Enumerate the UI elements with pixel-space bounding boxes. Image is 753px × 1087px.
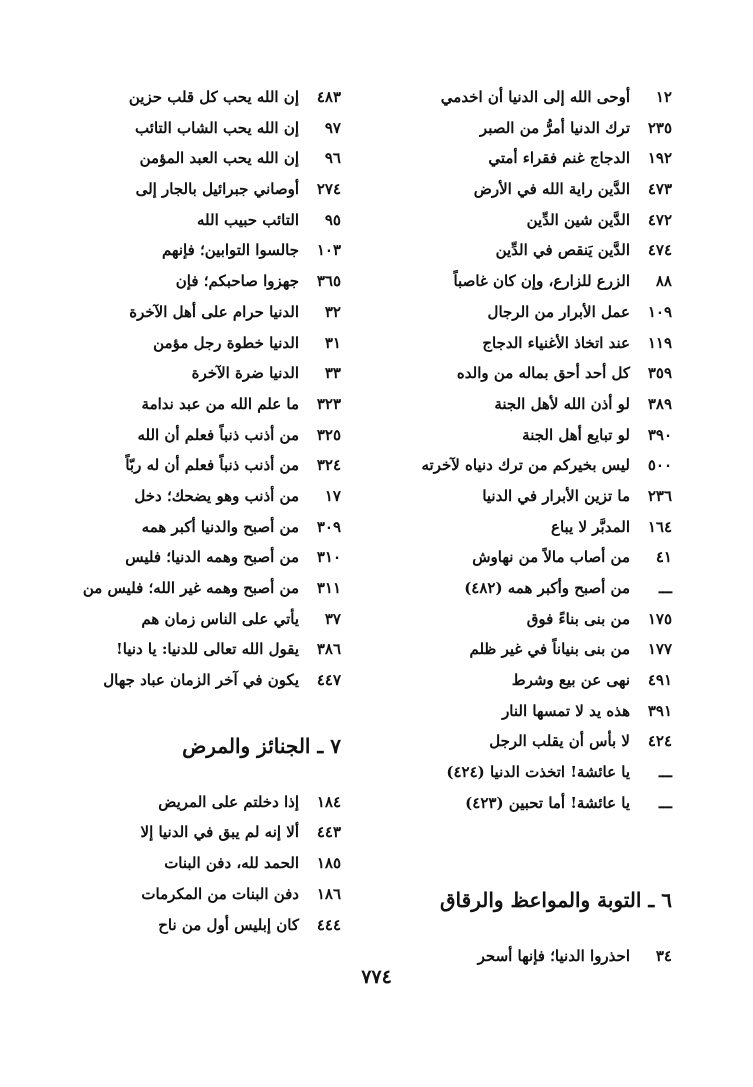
entry-number: ٩٥	[324, 210, 341, 229]
entry-number: ٤٨٣	[316, 88, 341, 106]
entry-number: ٤٢٤	[647, 732, 672, 751]
entry-text: الدَّين راية الله في الأرض	[473, 180, 630, 199]
index-entry	[372, 481, 672, 512]
entry-number: ٣٨٦	[316, 640, 341, 659]
entry-list	[11, 787, 341, 940]
entry-number: ـــ	[658, 763, 672, 782]
entry-number: ٥٠٠	[647, 456, 672, 475]
index-entry	[372, 450, 672, 481]
entry-list	[372, 82, 672, 819]
section-heading-tawba: ٦ ـ التوبة والمواعظ والرقاق	[440, 887, 672, 912]
index-entry	[372, 512, 672, 543]
entry-number: ٤٤٤	[316, 915, 341, 934]
entry-number: ٣٥٩	[647, 364, 672, 383]
index-entry	[372, 420, 672, 451]
entry-number: ٣٩٠	[647, 425, 672, 444]
index-entry	[11, 205, 341, 236]
page-number: ٧٧٤	[361, 966, 392, 988]
entry-number: ٤٧٢	[647, 210, 672, 229]
entry-text: عند اتخاذ الأغنياء الدجاج	[482, 333, 630, 352]
entry-number: ٤٧٤	[647, 241, 672, 260]
entry-text: من أصبح وهمه غير الله؛ فليس من	[82, 579, 299, 597]
index-entry	[11, 174, 341, 205]
entry-number: ٣٧	[324, 609, 341, 628]
index-entry	[11, 143, 341, 174]
entry-text: الدنيا ضرة الآخرة	[191, 364, 299, 383]
entry-text: الزرع للزارع، وإن كان غاصباً	[453, 272, 630, 291]
entry-number: ١٩٢	[647, 149, 672, 168]
entry-number: ٤٧٣	[647, 180, 672, 199]
index-entry	[372, 389, 672, 420]
index-column-left	[11, 82, 341, 940]
entry-text: الدنيا حرام على أهل الآخرة	[129, 302, 299, 321]
index-entry	[372, 696, 672, 727]
entry-text: إن الله يحب العبد المؤمن	[139, 149, 299, 168]
entry-text: لا بأس أن يقلب الرجل	[489, 732, 630, 751]
entry-text: يأتي على الناس زمان هم	[141, 609, 299, 628]
index-entry	[372, 328, 672, 359]
index-entry	[11, 848, 341, 879]
entry-text: الدجاج غنم فقراء أمتي	[488, 149, 630, 168]
entry-number: ٣٦٥	[316, 272, 341, 291]
entry-text: هذه يد لا تمسها النار	[502, 701, 630, 720]
entry-text: ليس بخيركم من ترك دنياه لآخرته	[421, 456, 630, 475]
index-entry	[11, 512, 341, 543]
entry-text: الحمد لله، دفن البنات	[164, 854, 299, 873]
entry-number: ٤٤٣	[316, 823, 341, 842]
index-entry	[372, 82, 672, 113]
entry-text: من أصاب مالاً من نهاوش	[472, 548, 630, 567]
entry-number: ١٨٤	[316, 792, 341, 811]
entry-number: ١٢	[655, 88, 672, 106]
entry-text: أوحى الله إلى الدنيا أن اخدمي	[440, 88, 630, 106]
index-column-right	[372, 82, 672, 971]
index-entry	[372, 297, 672, 328]
index-entry	[372, 143, 672, 174]
entry-number: ٣٨٩	[647, 394, 672, 413]
entry-number: ٣٢٤	[316, 456, 341, 475]
index-entry	[372, 205, 672, 236]
entry-text: كان إبليس أول من ناح	[158, 915, 299, 934]
entry-number: ٩٦	[324, 149, 341, 168]
entry-number: ـــ	[658, 793, 672, 812]
entry-text: جهزوا صاحبكم؛ فإن	[175, 272, 299, 291]
entry-number: ٣٢	[324, 302, 341, 321]
entry-text: من أصبح وأكبر همه (٤٨٢)	[464, 579, 630, 597]
entry-text: من بنى بنياناً في غير ظلم	[469, 640, 630, 659]
entry-text: من أصبح والدنيا أكبر همه	[141, 517, 299, 536]
entry-text: إن الله يحب الشاب التائب	[135, 118, 299, 137]
entry-number: ٤٩١	[647, 671, 672, 690]
index-entry	[372, 235, 672, 266]
entry-number: ١٧	[324, 486, 341, 505]
entry-text: يا عائشة! أما تحبين (٤٢٣)	[465, 793, 630, 812]
entry-text: من أذنب ذنباً فعلم أن الله	[137, 425, 299, 444]
entry-text: إذا دخلتم على المريض	[158, 792, 299, 811]
index-entry	[11, 297, 341, 328]
entry-text: الدَّين شين الدِّين	[526, 210, 630, 229]
entry-text: أوصاني جبرائيل بالجار إلى	[135, 180, 299, 199]
index-entry	[11, 113, 341, 144]
entry-number: ٣٩١	[647, 701, 672, 720]
entry-text: يقول الله تعالى للدنيا: يا دنيا!	[116, 640, 299, 659]
index-entry	[11, 573, 341, 604]
index-entry	[372, 788, 672, 819]
index-entry	[11, 82, 341, 113]
index-entry	[372, 113, 672, 144]
index-entry	[372, 174, 672, 205]
entry-number: ١٧٥	[647, 609, 672, 628]
entry-number: ١١٩	[647, 333, 672, 352]
entry-text: ألا إنه لم يبق في الدنيا إلا	[140, 823, 299, 842]
entry-text: يا عائشة! اتخذت الدنيا (٤٢٤)	[446, 763, 630, 782]
index-entry	[372, 726, 672, 757]
entry-list	[11, 82, 341, 696]
index-entry	[11, 879, 341, 910]
entry-number: ٢٣٦	[647, 486, 672, 505]
entry-number: ٤٤٧	[316, 671, 341, 690]
entry-number: ٣١١	[316, 579, 341, 597]
section-heading-janaiz: ٧ ـ الجنائز والمرض	[182, 733, 341, 758]
entry-text: نهى عن بيع وشرط	[511, 671, 630, 690]
entry-number: ٨٨	[655, 272, 672, 291]
entry-text: الدنيا خطوة رجل مؤمن	[153, 333, 299, 352]
index-entry	[372, 604, 672, 635]
entry-text: يكون في آخر الزمان عباد جهال	[103, 671, 299, 690]
entry-number: ١٠٩	[647, 302, 672, 321]
entry-number: ١٠٣	[316, 241, 341, 260]
entry-number: ١٨٦	[316, 884, 341, 903]
entry-text: جالسوا التوابين؛ فإنهم	[161, 241, 299, 260]
entry-text: من بنى بناءً فوق	[526, 609, 630, 628]
index-entry	[11, 266, 341, 297]
entry-number: ٢٧٤	[316, 180, 341, 199]
index-entry	[372, 665, 672, 696]
entry-text: كل أحد أحق بماله من والده	[456, 364, 630, 383]
entry-text: ما علم الله من عبد ندامة	[141, 394, 299, 413]
entry-text: عمل الأبرار من الرجال	[487, 302, 630, 321]
index-entry	[11, 634, 341, 665]
index-entry	[11, 910, 341, 941]
entry-number: ٣٢٥	[316, 425, 341, 444]
entry-number: ٣١٠	[316, 548, 341, 567]
entry-number: ٣٠٩	[316, 517, 341, 536]
index-entry	[372, 573, 672, 604]
index-entry	[372, 542, 672, 573]
entry-text: من أذنب ذنباً فعلم أن له ربّاً	[125, 456, 299, 475]
index-entry	[11, 604, 341, 635]
entry-number: ١٧٧	[647, 640, 672, 659]
index-entry	[11, 420, 341, 451]
index-entry	[372, 634, 672, 665]
index-entry	[11, 542, 341, 573]
index-entry	[11, 665, 341, 696]
index-entry	[372, 757, 672, 788]
entry-text: التائب حبيب الله	[197, 210, 299, 229]
entry-number: ٢٣٥	[647, 118, 672, 137]
entry-number: ١٦٤	[647, 517, 672, 536]
entry-text: ما تزين الأبرار في الدنيا	[482, 486, 630, 505]
entry-number: ٣٤	[655, 946, 672, 965]
index-entry	[11, 235, 341, 266]
entry-text: دفن البنات من المكرمات	[141, 884, 299, 903]
entry-text: احذروا الدنيا؛ فإنها أسحر	[477, 946, 630, 965]
index-entry	[11, 481, 341, 512]
entry-text: إن الله يحب كل قلب حزين	[128, 88, 299, 106]
index-entry	[11, 328, 341, 359]
index-entry	[11, 358, 341, 389]
entry-text: لو أذن الله لأهل الجنة	[494, 394, 630, 413]
index-entry	[372, 266, 672, 297]
entry-text: ترك الدنيا أمرُّ من الصبر	[479, 118, 630, 137]
entry-text: لو تبايع أهل الجنة	[522, 425, 630, 444]
index-entry	[11, 450, 341, 481]
entry-number: ٤١	[655, 548, 672, 567]
entry-number: ٣٣	[324, 364, 341, 383]
index-entry	[11, 787, 341, 818]
entry-text: من أذنب وهو يضحك؛ دخل	[134, 486, 299, 505]
entry-number: ـــ	[658, 579, 672, 597]
index-entry	[11, 389, 341, 420]
entry-number: ١٨٥	[316, 854, 341, 873]
entry-text: المدبَّر لا يباع	[551, 517, 630, 536]
entry-text: من أصبح وهمه الدنيا؛ فليس	[125, 548, 299, 567]
index-entry	[372, 358, 672, 389]
entry-number: ٣١	[324, 333, 341, 352]
entry-number: ٩٧	[324, 118, 341, 137]
entry-text: الدَّين يَنقص في الدِّين	[495, 241, 630, 260]
entry-number: ٣٢٣	[316, 394, 341, 413]
index-entry	[11, 817, 341, 848]
